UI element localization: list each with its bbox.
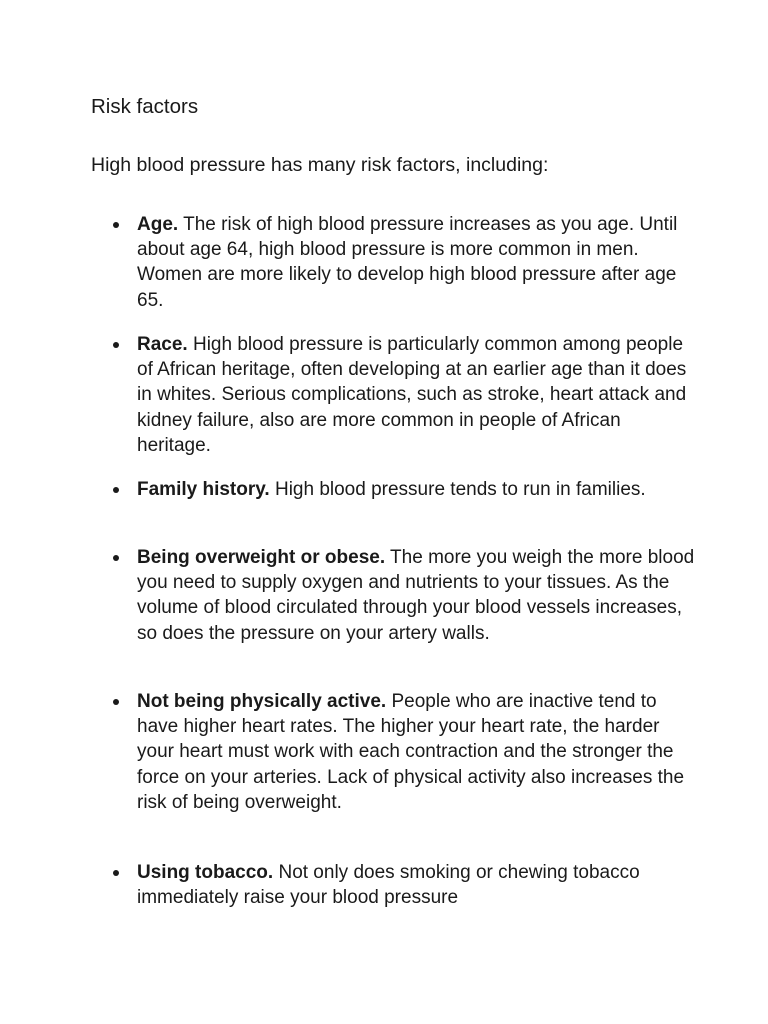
bullet-icon [113,222,119,228]
list-item-family-history [137,477,697,502]
item-term: Being overweight or obese. [137,547,386,568]
item-term: Not being physically active. [137,691,387,712]
section-heading: Risk factors [91,95,199,118]
list-item-overweight [137,545,697,646]
item-text: Not only does smoking or chewing tobacco immediately raise your blood pressure [137,862,640,909]
list-item-age [137,212,697,313]
bullet-icon [113,870,119,876]
list-item-race [137,332,697,458]
item-text: High blood pressure tends to run in families. [269,479,646,500]
item-term: Family history. [137,479,270,500]
item-term: Age. [137,214,179,235]
item-text: The risk of high blood pressure increases as you age. Until about age 64, high blood pressure is more common in men. Women are more likely to develop high blood pressure after age 65. [137,214,678,311]
list-item-tobacco [137,860,697,910]
item-term: Race. [137,334,188,355]
bullet-icon [113,699,119,705]
item-term: Using tobacco. [137,862,274,883]
item-text: People who are inactive tend to have higher heart rates. The higher your heart rate, the harder your heart must work with each contraction and the stronger the force on your arteries. Lack of physical activity also increases the risk of being overweight. [137,691,685,813]
list-item-physical-activity [137,689,697,815]
bullet-icon [113,487,119,493]
bullet-icon [113,342,119,348]
item-text: High blood pressure is particularly common among people of African heritage, often developing at an earlier age than it does in whites. Serious complications, such as stroke, heart attack and kidney failure, also are more common in people of African heritage. [137,334,687,456]
bullet-icon [113,555,119,561]
item-text: The more you weigh the more blood you need to supply oxygen and nutrients to your tissues. As the volume of blood circulated through your blood vessels increases, so does the pressure on your artery walls. [137,547,695,644]
intro-paragraph: High blood pressure has many risk factors, including: [91,154,549,176]
